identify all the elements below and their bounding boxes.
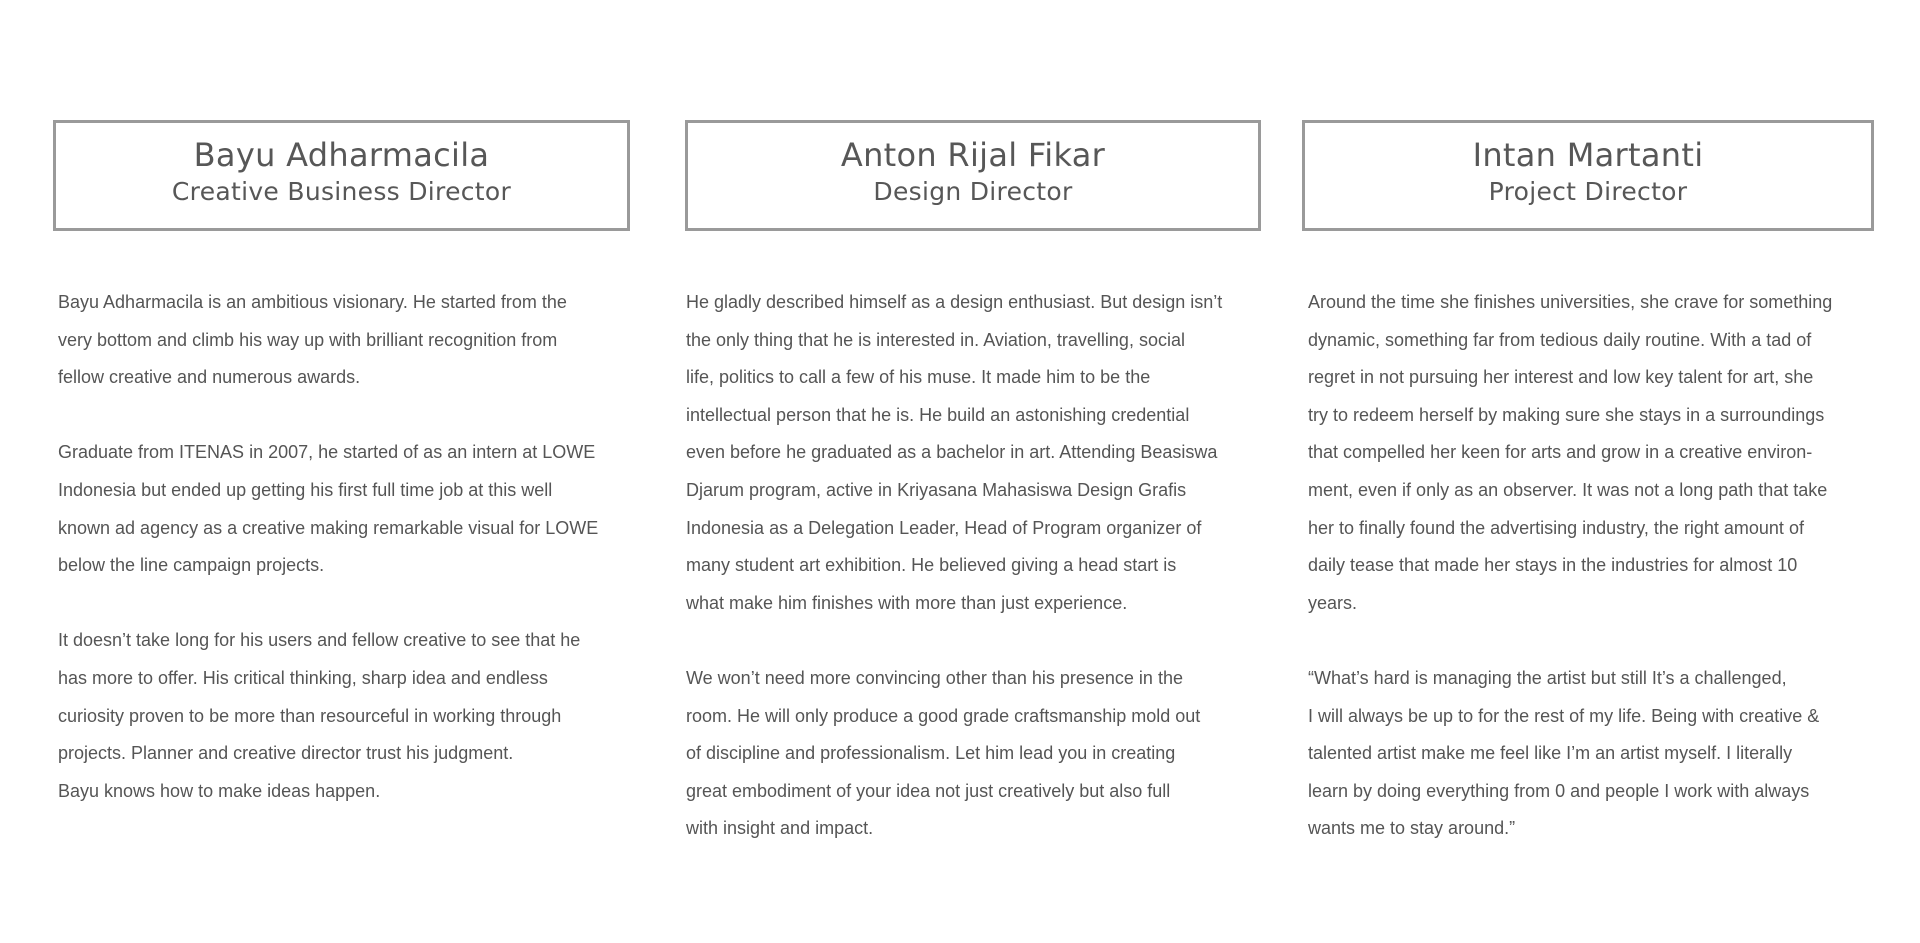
bio-line: known ad agency as a creative making remarkable visual for LOWE: [58, 517, 599, 538]
bio-paragraph: [1308, 284, 1870, 622]
bio-line: with insight and impact.: [686, 818, 874, 839]
name-box: [1302, 120, 1874, 231]
bio-line: Bayu Adharmacila is an ambitious visionary. He started from the: [58, 292, 567, 312]
bio-line: fellow creative and numerous awards.: [58, 367, 361, 388]
bio-paragraph: [686, 284, 1257, 622]
bio-line: of discipline and professionalism. Let him lead you in creating: [686, 743, 1176, 764]
bio-paragraph: [58, 434, 626, 584]
bio-line: talented artist make me feel like I’m an artist myself. I literally: [1308, 743, 1793, 764]
bio-line: the only thing that he is interested in. Aviation, travelling, social: [686, 329, 1185, 350]
bio-line: I will always be up to for the rest of my life. Being with creative &: [1308, 705, 1820, 726]
person-title: Creative Business Director: [171, 177, 512, 206]
person-name: Anton Rijal Fikar: [840, 136, 1106, 174]
bio-line: years.: [1308, 592, 1358, 613]
bio-line: life, politics to call a few of his muse. It made him to be the: [686, 367, 1151, 388]
bio-line: projects. Planner and creative director trust his judgment.: [58, 743, 514, 764]
bio-line: has more to offer. His critical thinking, sharp idea and endless: [58, 667, 548, 688]
bio-line: room. He will only produce a good grade craftsmanship mold out: [686, 705, 1201, 726]
bio: [1302, 284, 1874, 848]
bio-paragraph: [58, 622, 626, 810]
person-title: Design Director: [873, 177, 1073, 206]
bio-line: Around the time she finishes universities, she crave for something: [1308, 292, 1833, 312]
name-box: [53, 120, 630, 231]
bio-line: learn by doing everything from 0 and people I work with always: [1308, 780, 1810, 801]
bio-line: Djarum program, active in Kriyasana Mahasiswa Design Grafis: [686, 479, 1187, 500]
bio-line: Bayu knows how to make ideas happen.: [58, 780, 381, 801]
bio-paragraph: [58, 284, 626, 397]
bio-line: even before he graduated as a bachelor in art. Attending Beasiswa: [686, 442, 1218, 463]
bio-line: intellectual person that he is. He build an astonishing credential: [686, 404, 1190, 425]
bio-line: regret in not pursuing her interest and low key talent for art, she: [1308, 367, 1814, 388]
bio-paragraph: [686, 660, 1257, 848]
bio-line: Indonesia as a Delegation Leader, Head of Program organizer of: [686, 517, 1202, 538]
bio-line: that compelled her keen for arts and grow in a creative environ-: [1308, 442, 1813, 463]
bio-line: “What’s hard is managing the artist but still It’s a challenged,: [1308, 667, 1787, 688]
profile-card-intan: [1302, 120, 1874, 848]
bio-line: dynamic, something far from tedious daily routine. With a tad of: [1308, 329, 1812, 350]
bio-line: curiosity proven to be more than resourceful in working through: [58, 705, 562, 726]
bio-line: He gladly described himself as a design enthusiast. But design isn’t: [686, 292, 1223, 312]
bio-line: Graduate from ITENAS in 2007, he started of as an intern at LOWE: [58, 442, 596, 463]
name-box: [685, 120, 1261, 231]
bio: [685, 284, 1261, 848]
bio-paragraph: [1308, 660, 1870, 848]
bio-line: what make him finishes with more than just experience.: [686, 592, 1128, 613]
bio-line: wants me to stay around.”: [1308, 818, 1516, 839]
profile-card-bayu: [53, 120, 630, 810]
bio-line: It doesn’t take long for his users and fellow creative to see that he: [58, 630, 581, 651]
bio-line: many student art exhibition. He believed giving a head start is: [686, 555, 1177, 576]
bio-line: Indonesia but ended up getting his first full time job at this well: [58, 479, 553, 500]
person-name: Intan Martanti: [1472, 136, 1704, 174]
bio-line: her to finally found the advertising industry, the right amount of: [1308, 517, 1804, 538]
bio-line: daily tease that made her stays in the industries for almost 10: [1308, 555, 1798, 576]
bio-line: below the line campaign projects.: [58, 555, 325, 576]
bio-line: try to redeem herself by making sure she stays in a surroundings: [1308, 404, 1825, 425]
person-title: Project Director: [1488, 177, 1688, 206]
profile-card-anton: [685, 120, 1261, 848]
person-name: Bayu Adharmacila: [193, 136, 490, 174]
bio-line: very bottom and climb his way up with brilliant recognition from: [58, 329, 558, 350]
bio: [53, 284, 630, 810]
bio-line: ment, even if only as an observer. It was not a long path that take: [1308, 479, 1828, 500]
bio-line: We won’t need more convincing other than his presence in the: [686, 667, 1183, 688]
bio-line: great embodiment of your idea not just creatively but also full: [686, 780, 1171, 801]
